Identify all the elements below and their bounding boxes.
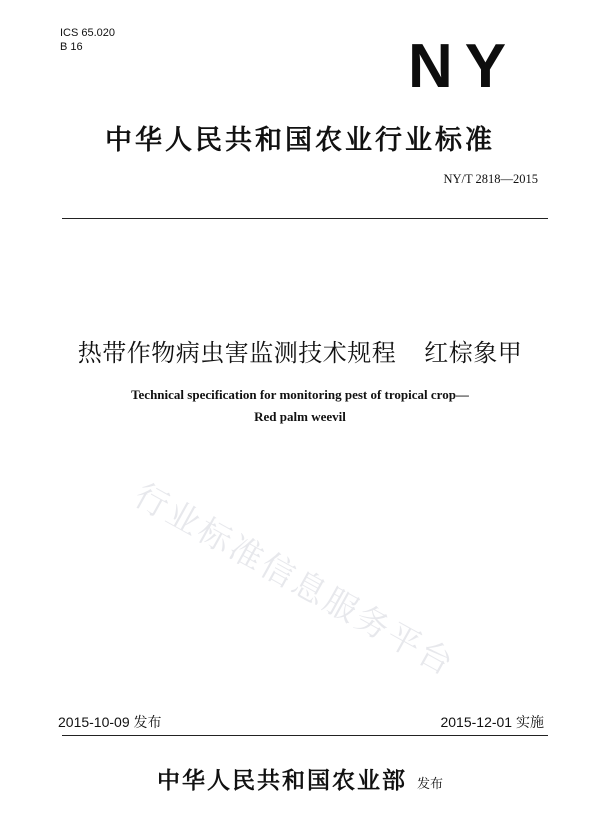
bottom-divider (62, 735, 548, 736)
document-title-en-line2: Red palm weevil (254, 409, 346, 424)
watermark: 行业标准信息服务平台 (128, 475, 462, 684)
classification-codes (60, 26, 115, 54)
standard-title: 中华人民共和国农业行业标准 (105, 125, 495, 156)
implementation-date: 2015-12-01 实施 (440, 714, 544, 730)
document-title-en (0, 384, 600, 428)
publisher-action: 发布 (416, 777, 443, 792)
publisher (0, 762, 600, 795)
ics-code: ICS 65.020 (60, 27, 116, 39)
document-title-en-line1: Technical specification for monitoring pest of tropical crop— (131, 387, 469, 402)
standard-number: NY/T 2818—2015 (443, 172, 538, 186)
publisher-org: 中华人民共和国农业部 (156, 767, 407, 794)
document-title-sub: 红棕象甲 (424, 339, 523, 367)
document-title-cn (0, 333, 600, 368)
issue-date: 2015-10-09 发布 (58, 714, 162, 730)
top-divider (62, 218, 548, 219)
ccs-code: B 16 (60, 41, 83, 53)
document-title-main: 热带作物病虫害监测技术规程 (77, 339, 397, 367)
ny-logo: NY (408, 32, 519, 101)
